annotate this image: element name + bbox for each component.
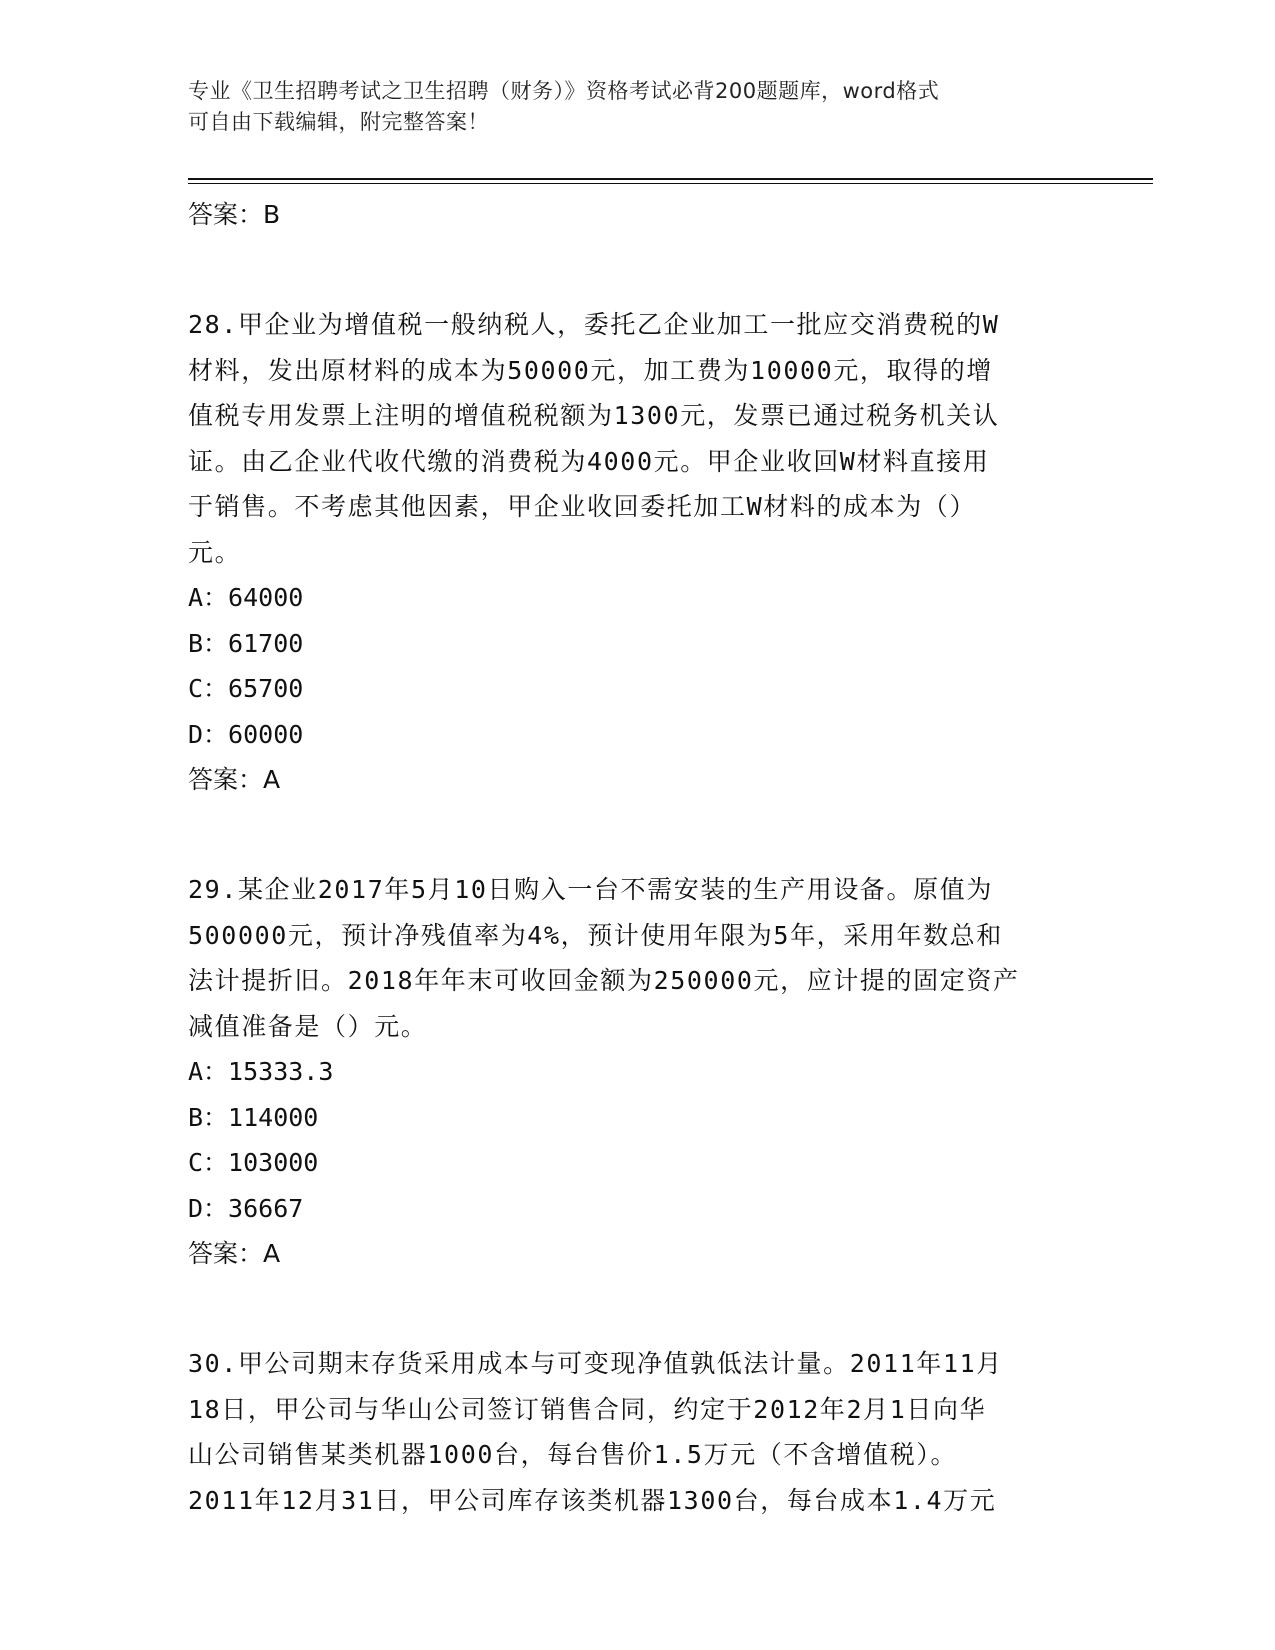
question-29 <box>188 867 1088 1276</box>
question-29-stem-line: 法计提折旧。2018年年末可收回金额为250000元，应计提的固定资产 <box>188 966 1020 995</box>
question-28-stem-line: 证。由乙企业代收代缴的消费税为4000元。甲企业收回W材料直接用 <box>188 446 990 476</box>
question-29-stem-line: 500000元，预计净残值率为4%，预计使用年限为5年，采用年数总和 <box>188 920 1003 950</box>
question-29-option-c: C：103000 <box>188 1148 319 1177</box>
question-28-option-d: D：60000 <box>188 719 304 749</box>
previous-answer: 答案：B <box>188 200 281 229</box>
question-30-stem-line: 30.甲公司期末存货采用成本与可变现净值孰低法计量。2011年11月 <box>188 1349 1003 1378</box>
question-28-stem-line: 材料，发出原材料的成本为50000元，加工费为10000元，取得的增 <box>188 355 993 385</box>
question-28-stem-line: 值税专用发票上注明的增值税税额为1300元，发票已通过税务机关认 <box>188 401 1000 430</box>
question-29-stem-line: 29.某企业2017年5月10日购入一台不需安装的生产用设备。原值为 <box>188 875 993 904</box>
question-28-option-c: C：65700 <box>188 674 304 703</box>
question-29-stem-line: 减值准备是（）元。 <box>188 1011 428 1041</box>
question-28-stem-line: 元。 <box>188 537 242 567</box>
question-29-answer: 答案：A <box>188 1239 281 1268</box>
page-header <box>188 76 1088 138</box>
question-30-stem-line: 18日，甲公司与华山公司签订销售合同，约定于2012年2月1日向华 <box>188 1394 987 1424</box>
question-30 <box>188 1341 1088 1523</box>
question-30-stem-line: 2011年12月31日，甲公司库存该类机器1300台，每台成本1.4万元 <box>188 1485 997 1515</box>
question-29-option-b: B：114000 <box>188 1102 319 1132</box>
spacer <box>188 237 1088 302</box>
question-content <box>188 192 1088 1523</box>
question-28 <box>188 302 1088 802</box>
question-28-option-b: B：61700 <box>188 628 304 658</box>
question-28-stem-line: 于销售。不考虑其他因素，甲企业收回委托加工W材料的成本为（） <box>188 492 977 521</box>
header-line-1: 专业《卫生招聘考试之卫生招聘（财务）》资格考试必背200题题库，word格式 <box>188 79 940 103</box>
question-29-option-d: D：36667 <box>188 1193 304 1223</box>
question-28-stem-line: 28.甲企业为增值税一般纳税人，委托乙企业加工一批应交消费税的W <box>188 310 1000 339</box>
question-29-option-a: A：15333.3 <box>188 1057 334 1086</box>
spacer <box>188 1276 1088 1341</box>
question-28-answer: 答案：A <box>188 765 281 794</box>
question-28-option-a: A：64000 <box>188 583 304 612</box>
question-30-stem-line: 山公司销售某类机器1000台，每台售价1.5万元（不含增值税）。 <box>188 1440 958 1469</box>
header-divider-thick <box>188 178 1153 180</box>
header-divider-thin <box>188 183 1153 184</box>
header-line-2: 可自由下载编辑，附完整答案！ <box>188 110 489 134</box>
spacer <box>188 802 1088 867</box>
